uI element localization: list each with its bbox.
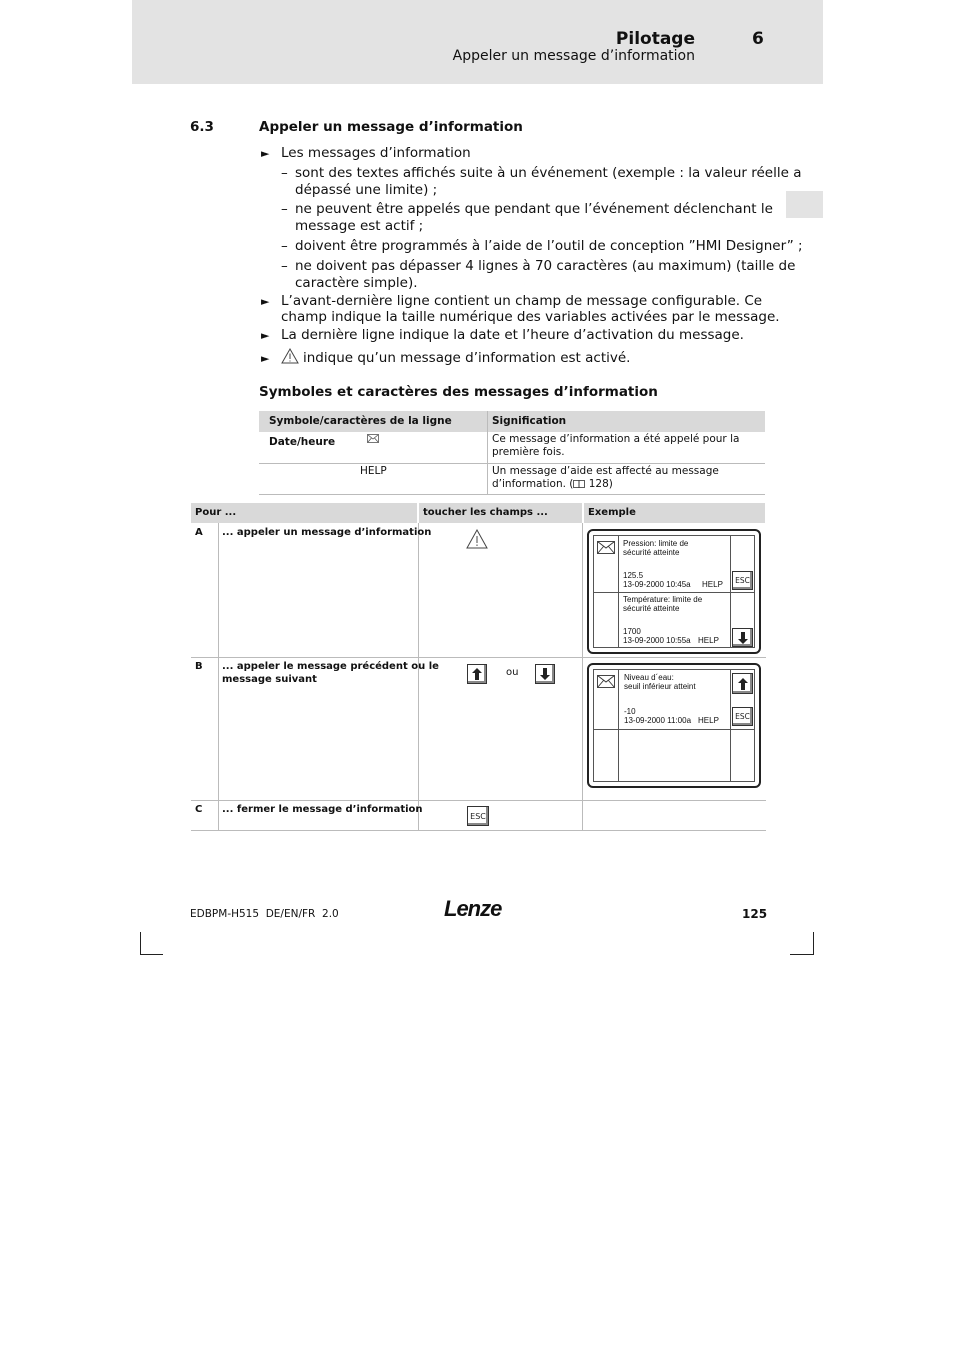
crop-mark — [140, 954, 163, 955]
envelope-icon — [367, 434, 379, 443]
bullet-arrow-icon: ► — [261, 352, 270, 365]
chapter-number: 6 — [752, 29, 764, 49]
header-band — [132, 0, 823, 84]
arrow-up-icon — [472, 668, 482, 680]
subsection-title: Symboles et caractères des messages d’information — [259, 384, 658, 400]
row-text: ... appeler le message précédent ou le — [222, 661, 439, 672]
table-cell: première fois. — [492, 446, 565, 458]
row-divider — [259, 463, 765, 464]
screen-divider — [730, 670, 731, 782]
screen-value: 125.5 — [623, 571, 644, 580]
column-divider — [418, 523, 419, 831]
screen-text: Température: limite de — [623, 595, 703, 604]
table-cell — [492, 478, 613, 491]
screen-text: Pression: limite de — [623, 539, 689, 548]
example-screen-b — [587, 663, 761, 788]
sub-bullet-text: message est actif ; — [295, 218, 424, 234]
envelope-icon — [597, 541, 615, 554]
dash-icon: – — [281, 201, 288, 217]
row-label: B — [195, 661, 203, 672]
esc-key[interactable]: ESC — [732, 571, 753, 590]
row-divider — [191, 657, 766, 658]
bullet-arrow-icon: ► — [261, 147, 270, 160]
esc-key[interactable]: ESC — [732, 707, 753, 726]
crop-mark — [140, 932, 141, 955]
sub-bullet-text: caractère simple). — [295, 275, 418, 291]
screen-value: 1700 — [623, 627, 641, 636]
section-number: 6.3 — [190, 119, 214, 135]
row-text: message suivant — [222, 674, 317, 685]
arrow-down-key[interactable] — [535, 664, 555, 684]
dash-icon: – — [281, 258, 288, 274]
page-number: 125 — [742, 907, 768, 921]
screen-help: HELP — [698, 716, 719, 725]
arrow-down-icon — [738, 632, 748, 644]
sub-bullet-text: ne peuvent être appelés que pendant que l’événement déclenchant le — [295, 201, 773, 217]
dash-icon: – — [281, 165, 288, 181]
document-id: EDBPM-H515 DE/EN/FR 2.0 — [190, 908, 339, 920]
table-cell-text: d’information. ( — [492, 478, 574, 490]
table-cell: Un message d’aide est affecté au message — [492, 465, 719, 477]
example-screen-a — [587, 529, 761, 654]
chapter-tab — [786, 191, 823, 218]
sub-bullet-text: dépassé une limite) ; — [295, 182, 438, 198]
dash-icon: – — [281, 238, 288, 254]
section-subtitle: Appeler un message d’information — [452, 48, 695, 64]
chapter-title: Pilotage — [615, 29, 695, 49]
column-divider — [582, 523, 583, 831]
row-divider — [191, 830, 766, 831]
arrow-up-icon — [738, 678, 748, 690]
screen-text: seuil inférieur atteint — [624, 682, 696, 691]
row-label: C — [195, 804, 203, 815]
table-header: Pour ... — [191, 503, 417, 523]
screen-date: 13-09-2000 10:55a — [623, 636, 691, 645]
screen-text: Niveau d´eau: — [624, 673, 674, 682]
bullet-text: La dernière ligne indique la date et l’heure d’activation du message. — [281, 327, 744, 343]
arrow-up-key[interactable] — [467, 664, 487, 684]
row-text: ... fermer le message d’information — [222, 804, 423, 815]
symbols-table — [259, 411, 765, 495]
screen-divider — [594, 729, 755, 730]
esc-key[interactable]: ESC — [467, 806, 489, 826]
column-divider — [487, 411, 488, 495]
screen-text: sécurité atteinte — [623, 548, 680, 557]
crop-mark — [813, 932, 814, 955]
bullet-arrow-icon: ► — [261, 295, 270, 308]
screen-help: HELP — [698, 636, 719, 645]
sub-bullet-text: sont des textes affichés suite à un événement (exemple : la valeur réelle a — [295, 165, 802, 181]
bullet-text: Les messages d’information — [281, 145, 471, 161]
screen-frame — [593, 535, 755, 648]
screen-help: HELP — [702, 580, 723, 589]
lenze-logo: Lenze — [444, 896, 502, 921]
warning-key-icon[interactable] — [466, 529, 488, 549]
column-divider — [218, 523, 219, 831]
arrow-up-key[interactable] — [732, 673, 753, 694]
table-header: toucher les champs ... — [419, 503, 582, 523]
arrow-down-icon — [540, 668, 550, 680]
row-label: A — [195, 527, 203, 538]
table-cell: Ce message d’information a été appelé pour la — [492, 433, 740, 445]
section-title: Appeler un message d’information — [259, 119, 523, 135]
crop-mark — [790, 954, 813, 955]
screen-frame — [593, 669, 755, 782]
arrow-down-key[interactable] — [732, 628, 753, 647]
screen-divider — [618, 670, 619, 782]
bullet-text: L’avant-dernière ligne contient un champ de message configurable. Ce — [281, 293, 763, 309]
or-text: ou — [506, 667, 519, 678]
warning-icon — [281, 348, 299, 364]
book-icon — [573, 480, 585, 488]
table-cell: HELP — [360, 465, 387, 477]
bullet-text: champ indique la taille numérique des variables activées par le message. — [281, 309, 780, 325]
screen-date: 13-09-2000 11:00a — [624, 716, 692, 725]
screen-text: sécurité atteinte — [623, 604, 680, 613]
sub-bullet-text: doivent être programmés à l’aide de l’outil de conception ”HMI Designer” ; — [295, 238, 803, 254]
screen-value: -10 — [624, 707, 636, 716]
row-text: ... appeler un message d’information — [222, 527, 432, 538]
table-header: Symbole/caractères de la ligne Date/heure — [259, 411, 487, 432]
page-reference: 128) — [585, 478, 613, 490]
table-header: Exemple — [584, 503, 765, 523]
row-divider — [259, 494, 765, 495]
bullet-arrow-icon: ► — [261, 329, 270, 342]
screen-divider — [594, 592, 755, 593]
row-divider — [191, 800, 766, 801]
table-header: Signification — [488, 411, 765, 432]
envelope-icon — [597, 675, 615, 688]
sub-bullet-text: ne doivent pas dépasser 4 lignes à 70 caractères (au maximum) (taille de — [295, 258, 796, 274]
bullet-text: indique qu’un message d’information est activé. — [303, 350, 631, 366]
screen-date: 13-09-2000 10:45a — [623, 580, 691, 589]
